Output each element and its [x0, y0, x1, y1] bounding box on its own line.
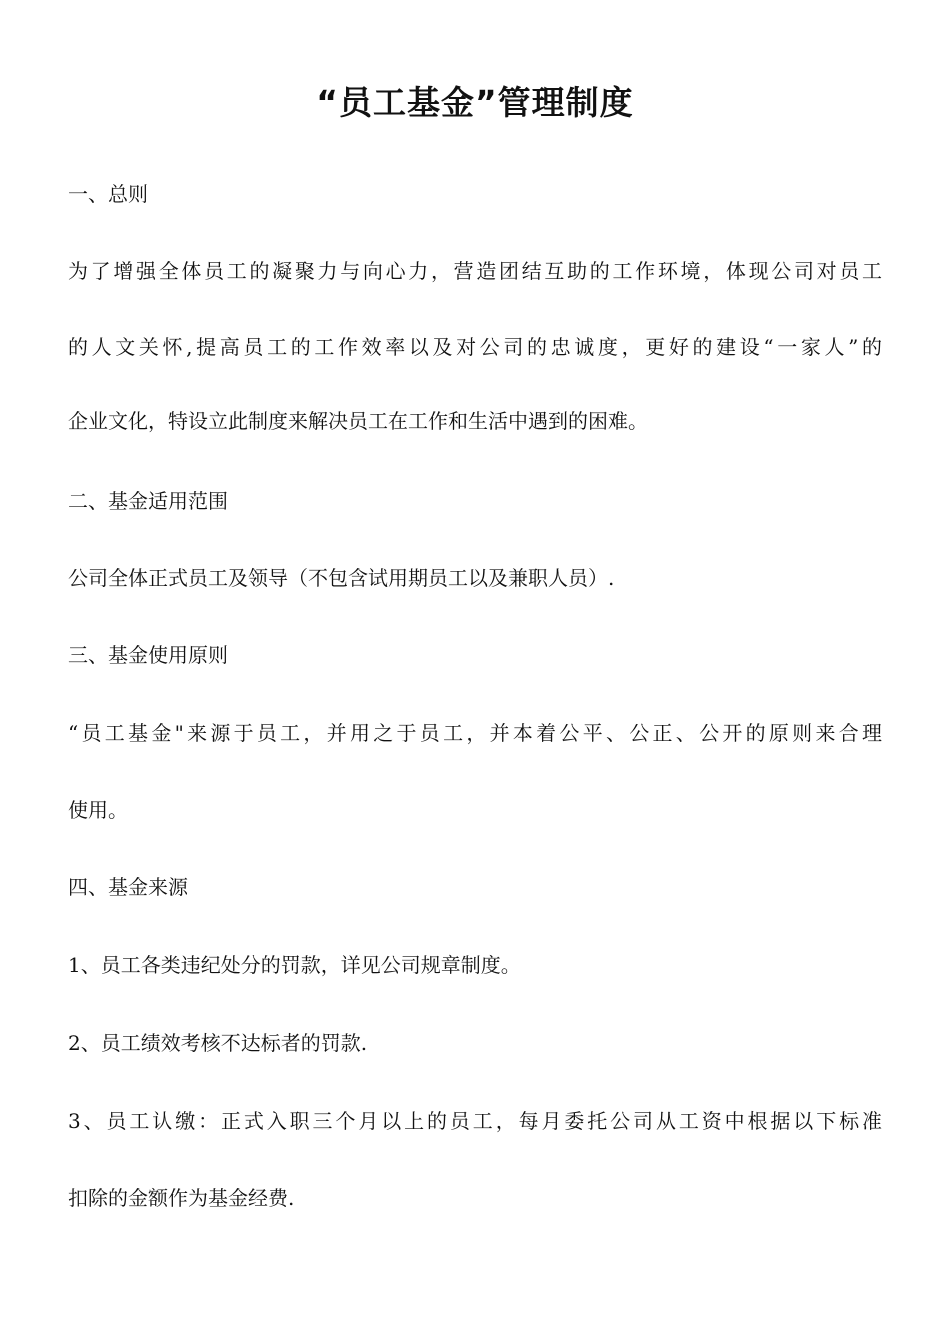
section-heading-sources: 四、基金来源 [68, 875, 188, 899]
section-heading-scope: 二、基金适用范围 [68, 489, 228, 513]
paragraph-line: 的人文关怀,提高员工的工作效率以及对公司的忠诚度，更好的建设“一家人”的 [68, 335, 882, 359]
paragraph-line: 使用。 [68, 798, 128, 822]
list-item: 1、员工各类违纪处分的罚款，详见公司规章制度。 [68, 953, 521, 977]
paragraph-line: 公司全体正式员工及领导（不包含试用期员工以及兼职人员）. [68, 566, 615, 590]
list-item: 3、员工认缴：正式入职三个月以上的员工，每月委托公司从工资中根据以下标准 [68, 1109, 882, 1133]
list-item-continuation: 扣除的金额作为基金经费. [68, 1186, 295, 1210]
paragraph-line: 企业文化，特设立此制度来解决员工在工作和生活中遇到的困难。 [68, 409, 648, 433]
paragraph-line: “员工基金"来源于员工，并用之于员工，并本着公平、公正、公开的原则来合理 [68, 721, 882, 745]
paragraph-line: 为了增强全体员工的凝聚力与向心力，营造团结互助的工作环境，体现公司对员工 [68, 259, 882, 283]
section-heading-general: 一、总则 [68, 182, 148, 206]
section-heading-principles: 三、基金使用原则 [68, 643, 228, 667]
document-title: “员工基金”管理制度 [316, 83, 634, 122]
list-item: 2、员工绩效考核不达标者的罚款. [68, 1031, 368, 1055]
